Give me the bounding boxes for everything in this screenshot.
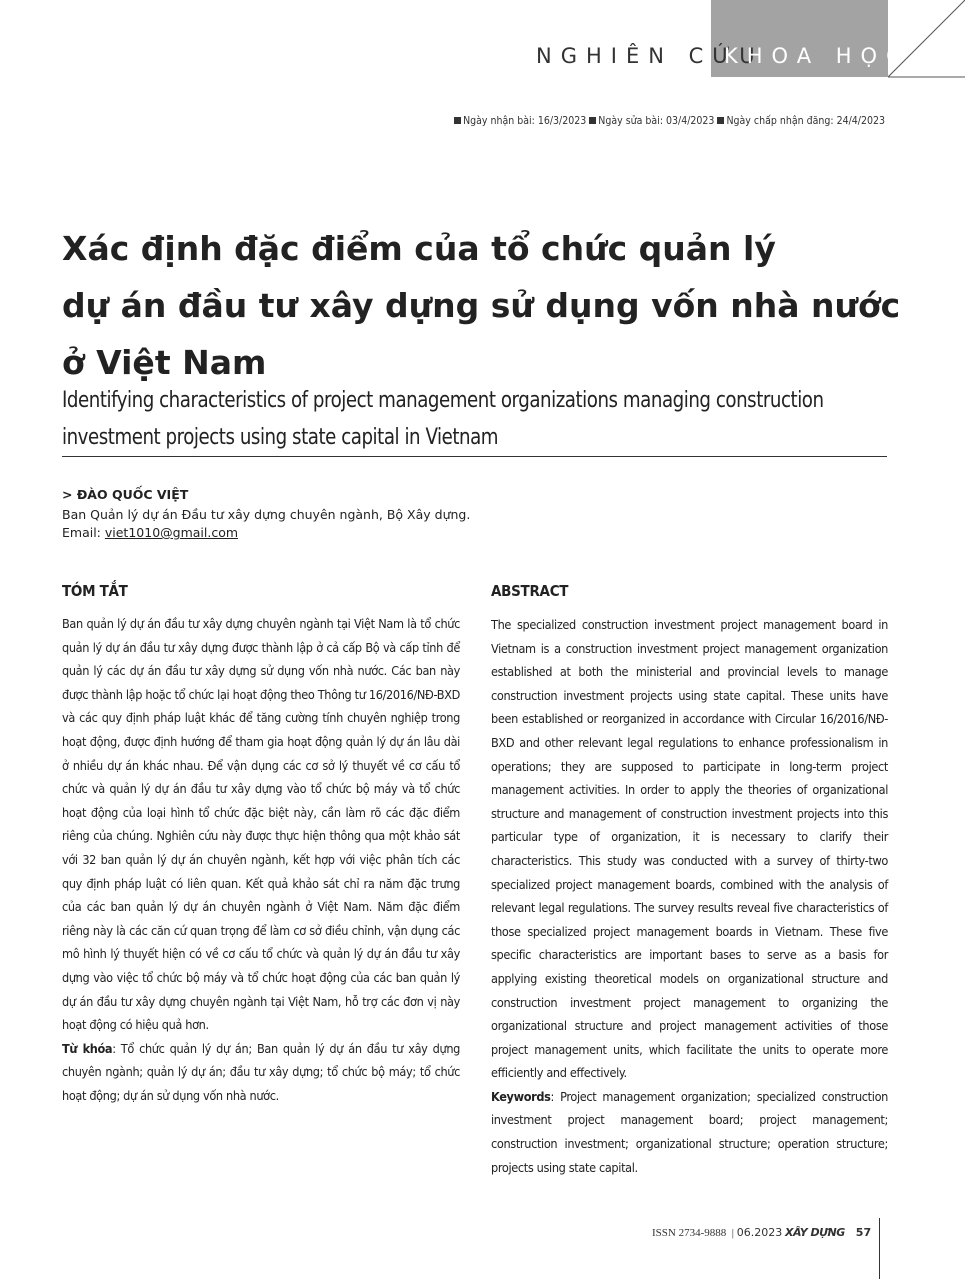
author-email-line — [62, 525, 238, 540]
title-divider — [62, 456, 887, 457]
page-number: 57 — [855, 1226, 872, 1239]
email-label: Email: — [62, 525, 105, 540]
article-dates — [454, 115, 885, 127]
vietnamese-abstract-heading: TÓM TẮT — [62, 582, 128, 600]
title-line-3: ở Việt Nam — [62, 343, 267, 382]
vietnamese-keywords — [62, 1037, 460, 1108]
date-received: Ngày nhận bài: 16/3/2023 — [463, 115, 587, 127]
vietnamese-abstract — [62, 612, 460, 1107]
footer-issn: ISSN 2734-9888 — [652, 1227, 727, 1239]
bullet-square-icon — [454, 117, 461, 124]
article-english-title — [62, 382, 826, 456]
keywords-label-vn: Từ khóa — [62, 1040, 113, 1056]
footer-brand-logo: XÂY DỰNG — [784, 1226, 845, 1239]
page-footer: ISSN 2734-9888 | 06.2023 XÂY DỰNG 57 — [652, 1226, 872, 1239]
english-abstract-text: The specialized construction investment project management board in Vietnam is a construction investment project management organization established at both the ministerial and provincial levels to manage construction investment projects using state capital. These units have been established or reorganized in accordance with Circular 16/2016/NĐ-BXD and other relevant legal regulations to enhance professionalism in operations; they are supposed to participate in long-term project management activities. In order to apply the theories of organizational structure and management of construction investment projects into this particular type of organization, it is necessary to clarify their characteristics. This study was conducted with a survey of thirty-two specialized project management boards, combined with the analysis of relevant legal regulations. The survey results reveal five characteristics of those specialized project management boards in Vietnam. These five specific characteristics are important bases to serve as a basis for applying existing theoretical models on organizational structure and construction investment project management to organizing the organizational structure and project management activities of those project management units, which facilitate the units to operate more efficiently and effectively. — [491, 617, 888, 1081]
author-email-link[interactable]: viet1010@gmail.com — [104, 525, 239, 540]
title-line-1: Xác định đặc điểm của tổ chức quản lý — [62, 229, 776, 268]
author-affiliation: Ban Quản lý dự án Đầu tư xây dựng chuyên ngành, Bộ Xây dựng. — [62, 507, 471, 522]
date-accepted: Ngày chấp nhận đăng: 24/4/2023 — [726, 115, 885, 127]
author-name: > ĐÀO QUỐC VIỆT — [62, 487, 189, 502]
english-abstract-heading: ABSTRACT — [491, 582, 569, 600]
keywords-text-en: : Project management organization; specialized construction investment project management board; project management; construction investment; organizational structure; operation structure; projects using state capital. — [491, 1088, 888, 1175]
english-abstract — [491, 613, 888, 1179]
footer-divider — [879, 1218, 880, 1279]
keywords-label-en: Keywords — [491, 1088, 551, 1104]
bullet-square-icon — [717, 117, 724, 124]
english-keywords — [491, 1085, 888, 1179]
english-title-line-2: investment projects using state capital in Vietnam — [62, 425, 499, 450]
keywords-text-vn: : Tổ chức quản lý dự án; Ban quản lý dự án đầu tư xây dựng chuyên ngành; quản lý dự án; đầu tư xây dựng; tổ chức bộ máy; tổ chức hoạt động; dự án sử dụng vốn nhà nước. — [62, 1040, 460, 1103]
title-line-2: dự án đầu tư xây dựng sử dụng vốn nhà nước — [62, 286, 901, 325]
footer-issue: 06.2023 — [736, 1226, 783, 1239]
article-title — [62, 220, 902, 391]
bullet-square-icon — [589, 117, 596, 124]
date-revised: Ngày sửa bài: 03/4/2023 — [598, 115, 715, 127]
header-category-label: KHOA HỌC — [724, 44, 910, 68]
header-section-label: NGHIÊN CỨU — [536, 44, 764, 68]
vietnamese-abstract-text: Ban quản lý dự án đầu tư xây dựng chuyên ngành tại Việt Nam là tổ chức quản lý dự án đầu tư xây dựng được thành lập ở cả cấp Bộ và cấp tỉnh để quản lý các dự án đầu tư xây dựng sử dụng vốn nhà nước. Các ban này được thành lập hoặc tổ chức lại hoạt động theo Thông tư 16/2016/NĐ-BXD và các quy định pháp luật khác để tăng cường tính chuyên nghiệp trong hoạt động, được định hướng để tham gia hoạt động quản lý dự án lâu dài ở nhiều dự án khác nhau. Để vận dụng các cơ sở lý thuyết về cơ cấu tổ chức và quản lý dự án đầu tư xây dựng vào tổ chức bộ máy và tổ chức hoạt động của loại hình tổ chức đặc biệt này, cần làm rõ các đặc điểm riêng của chúng. Nghiên cứu này được thực hiện thông qua một khảo sát với 32 ban quản lý dự án chuyên ngành, kết hợp với việc phân tích các quy định pháp luật có liên quan. Kết quả khảo sát chỉ ra năm đặc trưng của các ban quản lý dự án chuyên ngành ở Việt Nam. Năm đặc điểm riêng này là các căn cứ quan trọng để làm cơ sở điều chỉnh, vận dụng các mô hình lý thuyết hiện có về cơ cấu tổ chức và quản lý dự án đầu tư xây dựng vào việc tổ chức bộ máy và tổ chức hoạt động của các ban quản lý dự án đầu tư xây dựng chuyên ngành tại Việt Nam, hỗ trợ các đơn vị này hoạt động có hiệu quả hơn. — [62, 616, 460, 1033]
english-title-line-1: Identifying characteristics of project management organizations managing construction — [62, 388, 824, 413]
